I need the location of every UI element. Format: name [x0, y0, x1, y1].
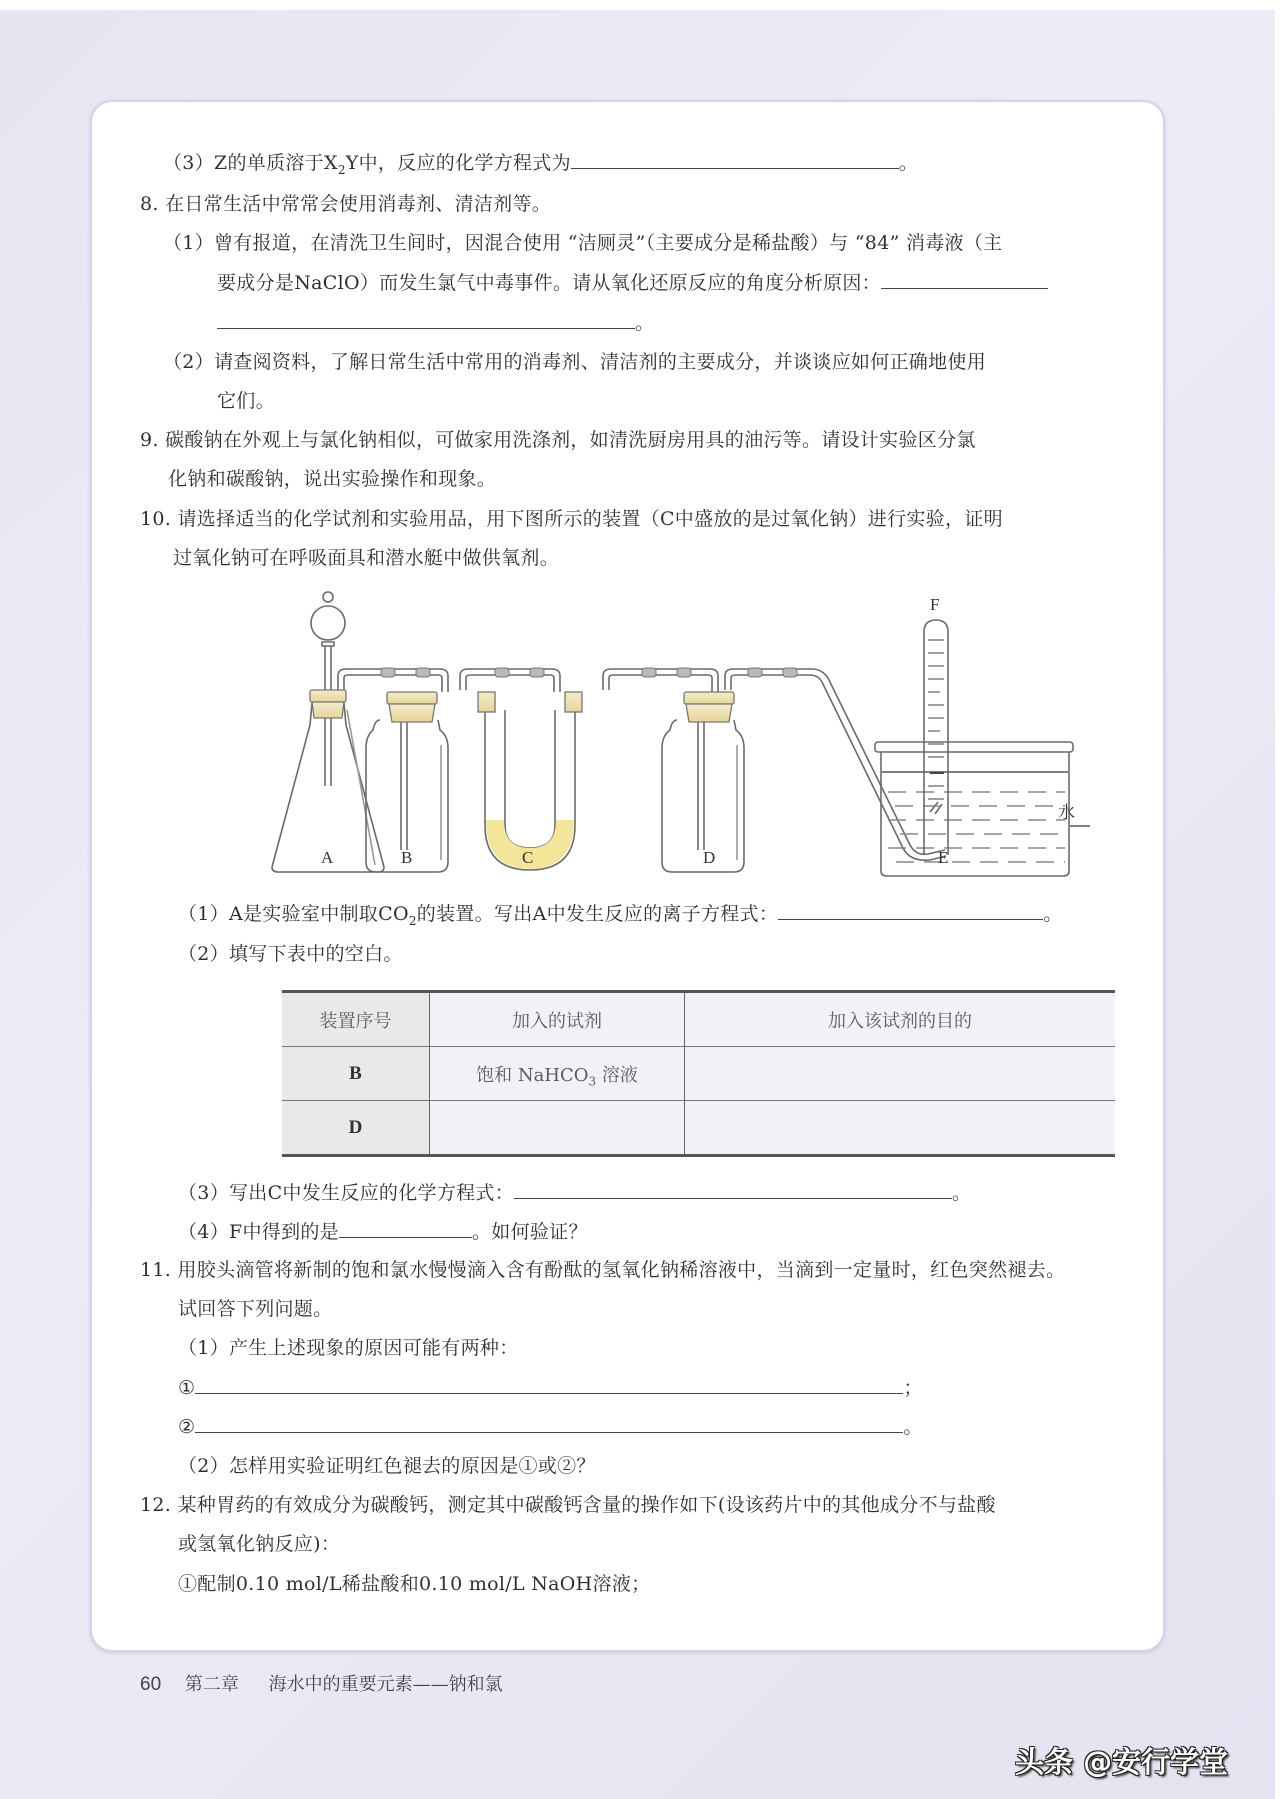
chapter-label: 第二章 — [184, 1674, 239, 1695]
q8-stem — [140, 192, 551, 216]
subscript: 3 — [588, 1074, 597, 1089]
q10-line1 — [140, 507, 1003, 531]
answer-blank[interactable] — [217, 310, 635, 329]
answer-blank[interactable] — [881, 270, 1048, 289]
circled-number-2: ② — [178, 1416, 196, 1438]
q12-step1: ①配制0.10 mol/L稀盐酸和0.10 mol/L NaOH溶液； — [178, 1573, 651, 1595]
flask-a — [272, 592, 384, 872]
header-purpose: 加入该试剂的目的 — [685, 992, 1116, 1047]
period: 。 — [952, 1182, 972, 1204]
q10-part2: （2）填写下表中的空白。 — [178, 943, 403, 965]
semicolon: ； — [903, 1377, 923, 1399]
label-b: B — [401, 848, 413, 867]
q11-part2: （2）怎样用实验证明红色褪去的原因是①或②？ — [178, 1455, 596, 1477]
q8-part2-line2: 它们。 — [217, 390, 275, 412]
q8-part1-line1: （1）曾有报道，在清洗卫生间时，因混合使用 “洁厕灵”（主要成分是稀盐酸）与 “84” 消毒液（主 — [163, 232, 1003, 254]
label-e: E — [938, 848, 949, 867]
reagent-text: 饱和 NaHCO — [476, 1064, 589, 1086]
answer-blank[interactable] — [778, 901, 1043, 920]
q12-line1 — [140, 1493, 996, 1517]
period: 。 — [903, 1416, 923, 1438]
chapter-title: 海水中的重要元素——钠和氯 — [268, 1674, 503, 1695]
q7-part3-prefix: （3）Z的单质溶于X — [163, 152, 338, 174]
period: 。 — [635, 312, 655, 334]
q11-line1 — [140, 1258, 1065, 1282]
subscript: 2 — [337, 162, 346, 177]
u-tube-c — [485, 669, 718, 870]
header-device: 装置序号 — [282, 992, 430, 1047]
period: 。 — [898, 152, 919, 174]
label-water: 水 — [1058, 803, 1075, 822]
q10-part1-suffix: 的装置。写出A中发生反应的离子方程式： — [416, 903, 779, 925]
table-header-row — [282, 992, 1115, 1047]
q9-line1 — [140, 428, 976, 452]
answer-blank[interactable] — [195, 1375, 903, 1394]
q11-option1 — [178, 1375, 923, 1400]
page-number: 60 — [140, 1674, 162, 1695]
q8-part1-text: 要成分是NaClO）而发生氯气中毒事件。请从氧化还原反应的角度分析原因： — [217, 272, 881, 294]
cell-reagent[interactable] — [430, 1101, 685, 1156]
answer-blank[interactable] — [571, 150, 899, 169]
question-number: 12. — [140, 1494, 172, 1516]
q12-line2: 或氢氧化钠反应)： — [178, 1533, 341, 1555]
question-number: 11. — [140, 1259, 172, 1281]
table-row — [282, 1047, 1115, 1101]
label-d: D — [703, 848, 716, 867]
q8-part1-line2 — [217, 270, 1048, 295]
question-text: 碳酸钠在外观上与氯化钠相似，可做家用洗涤剂，如清洗厨房用具的油污等。请设计实验区分氯 — [165, 429, 976, 451]
q7-part3-suffix: Y中，反应的化学方程式为 — [345, 152, 571, 174]
cell-purpose[interactable] — [685, 1047, 1116, 1101]
q11-option2 — [178, 1414, 923, 1439]
apparatus-diagram — [270, 580, 1090, 880]
q11-part1: （1）产生上述现象的原因可能有两种： — [178, 1337, 519, 1359]
reagent-table — [282, 990, 1115, 1157]
reagent-suffix: 溶液 — [596, 1064, 638, 1086]
answer-blank[interactable] — [339, 1219, 472, 1238]
q8-part1-line3 — [217, 310, 654, 335]
page-footer — [140, 1670, 503, 1696]
question-number: 8. — [140, 193, 159, 215]
q10-part4-prefix: （4）F中得到的是 — [178, 1221, 339, 1243]
label-f: F — [930, 595, 940, 614]
watermark: 头条 @安行学堂 — [1015, 1745, 1229, 1779]
answer-blank[interactable] — [514, 1180, 952, 1199]
question-number: 9. — [140, 429, 159, 451]
q10-line2: 过氧化钠可在呼吸面具和潜水艇中做供氧剂。 — [173, 547, 560, 569]
q10-part1-prefix: （1）A是实验室中制取CO — [178, 903, 409, 925]
period: 。 — [1043, 903, 1063, 925]
q10-part3 — [178, 1180, 971, 1205]
q10-part3-text: （3）写出C中发生反应的化学方程式： — [178, 1182, 515, 1204]
q10-part4-suffix: 。如何验证？ — [471, 1221, 588, 1243]
subscript: 2 — [408, 913, 417, 928]
label-a: A — [321, 848, 334, 867]
cell-purpose[interactable] — [685, 1101, 1116, 1156]
answer-blank[interactable] — [195, 1414, 903, 1433]
cell-reagent[interactable] — [430, 1047, 685, 1101]
question-text: 用胶头滴管将新制的饱和氯水慢慢滴入含有酚酞的氢氧化钠稀溶液中，当滴到一定量时，红色突然褪去。 — [177, 1259, 1066, 1281]
q9-line2: 化钠和碳酸钠，说出实验操作和现象。 — [168, 468, 497, 490]
label-c: C — [522, 848, 534, 867]
trough-e — [875, 742, 1073, 876]
question-text: 在日常生活中常常会使用消毒剂、清洁剂等。 — [165, 193, 552, 215]
table-row — [282, 1101, 1115, 1156]
question-text: 请选择适当的化学试剂和实验用品，用下图所示的装置（C中盛放的是过氧化钠）进行实验，证明 — [177, 508, 1003, 530]
cell-device: D — [282, 1101, 430, 1156]
cell-device: B — [282, 1047, 430, 1101]
q11-line2: 试回答下列问题。 — [178, 1298, 333, 1320]
q10-part4 — [178, 1219, 588, 1244]
question-number: 10. — [140, 508, 172, 530]
q8-part2-line1: （2）请查阅资料，了解日常生活中常用的消毒剂、清洁剂的主要成分，并谈谈应如何正确地使用 — [163, 351, 986, 373]
circled-number-1: ① — [178, 1377, 196, 1399]
header-reagent: 加入的试剂 — [430, 992, 685, 1047]
q7-part3 — [163, 150, 918, 175]
question-text: 某种胃药的有效成分为碳酸钙，测定其中碳酸钙含量的操作如下(设该药片中的其他成分不与盐酸 — [177, 1494, 996, 1516]
q10-part1 — [178, 901, 1063, 926]
